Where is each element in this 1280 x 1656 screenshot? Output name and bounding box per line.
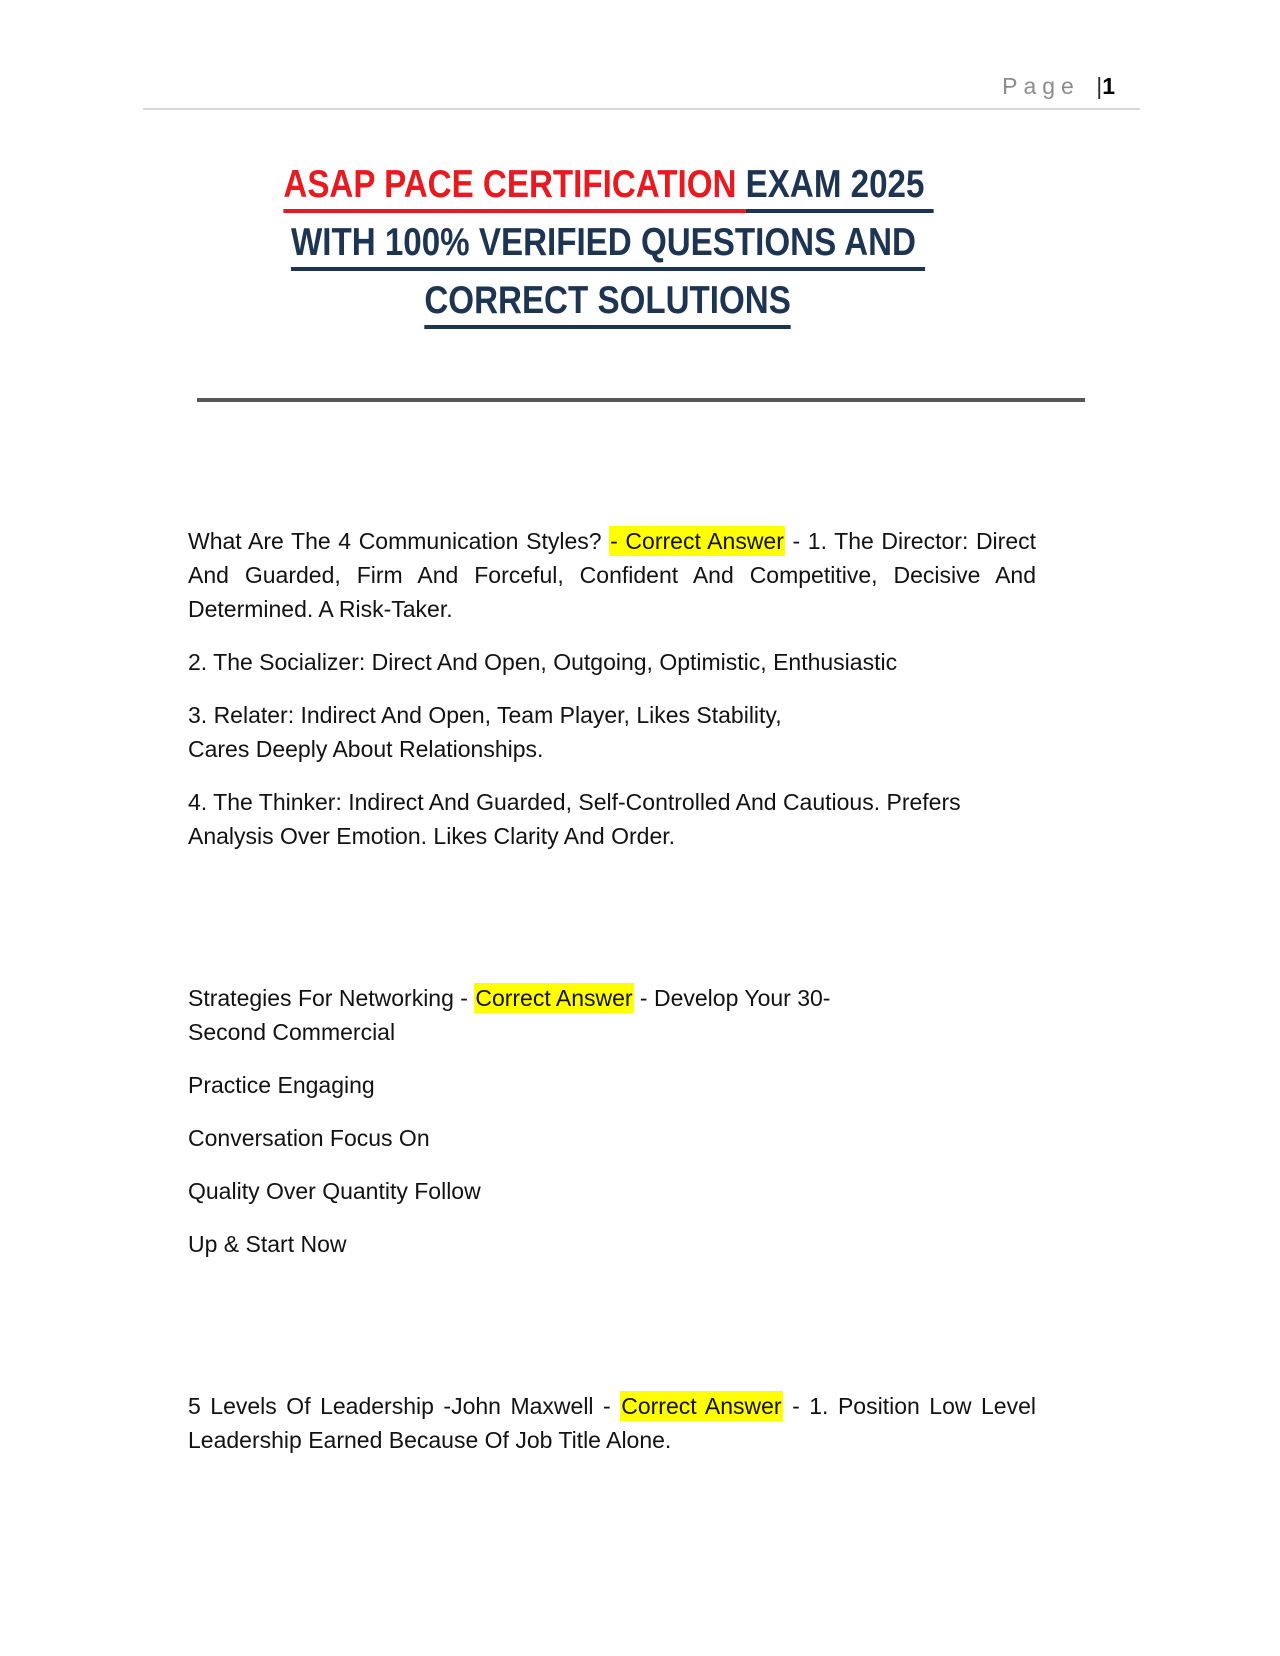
paragraph: [188, 1174, 1036, 1208]
title-segment: EXAM 2025: [745, 163, 933, 213]
paragraph: [188, 785, 1036, 853]
text-run: Up & Start Now: [188, 1231, 347, 1257]
text-run: Quality Over Quantity Follow: [188, 1178, 481, 1204]
document-body: [188, 524, 1036, 1476]
horizontal-rule: [197, 398, 1085, 402]
page-number: 1: [1102, 73, 1115, 99]
highlighted-answer: - Correct Answer: [610, 528, 784, 554]
text-run: 5 Levels Of Leadership -John Maxwell -: [188, 1393, 621, 1419]
header-rule: [143, 108, 1140, 110]
paragraph: [188, 645, 1036, 679]
paragraph: [188, 981, 1036, 1049]
paragraph: [188, 1389, 1036, 1457]
title-line: [291, 221, 925, 265]
document-title: [188, 163, 1028, 337]
text-run: 3. Relater: Indirect And Open, Team Player, Likes Stability,: [188, 702, 782, 728]
title-segment: WITH 100% VERIFIED QUESTIONS AND: [291, 221, 925, 271]
text-run: - 1. Position Low Level Leadership Earned Because Of Job Title Alone.: [188, 1393, 1036, 1453]
text-run: Cares Deeply About Relationships.: [188, 736, 544, 762]
title-segment: CORRECT SOLUTIONS: [425, 279, 791, 329]
title-line: [425, 279, 791, 323]
highlighted-answer: Correct Answer: [621, 1393, 782, 1419]
paragraph: [188, 698, 1036, 766]
text-run: Practice Engaging: [188, 1072, 375, 1098]
text-run: Second Commercial: [188, 1019, 396, 1045]
highlighted-answer: Correct Answer: [475, 985, 633, 1011]
title-segment: ASAP PACE CERTIFICATION: [283, 163, 745, 213]
paragraph: [188, 524, 1036, 626]
page-header-label: Page: [1002, 73, 1080, 99]
page-header: [0, 72, 1115, 100]
paragraph: [188, 1227, 1036, 1261]
text-run: 2. The Socializer: Direct And Open, Outgoing, Optimistic, Enthusiastic: [188, 649, 898, 675]
text-run: What Are The 4 Communication Styles?: [188, 528, 610, 554]
title-line: [283, 163, 933, 207]
text-run: Strategies For Networking -: [188, 985, 475, 1011]
text-run: - 1. The Director: Direct And Guarded, Firm And Forceful, Confident And Competitive, Decisive And Determined. A Risk-Taker.: [188, 528, 1037, 622]
paragraph: [188, 1121, 1036, 1155]
paragraph: [188, 1068, 1036, 1102]
text-run: - Develop Your 30-: [633, 985, 831, 1011]
page-header-divider: |: [1096, 73, 1103, 99]
text-run: 4. The Thinker: Indirect And Guarded, Self-Controlled And Cautious. Prefers Analysis Over Emotion. Likes Clarity And Order.: [188, 789, 961, 849]
text-run: Conversation Focus On: [188, 1125, 430, 1151]
